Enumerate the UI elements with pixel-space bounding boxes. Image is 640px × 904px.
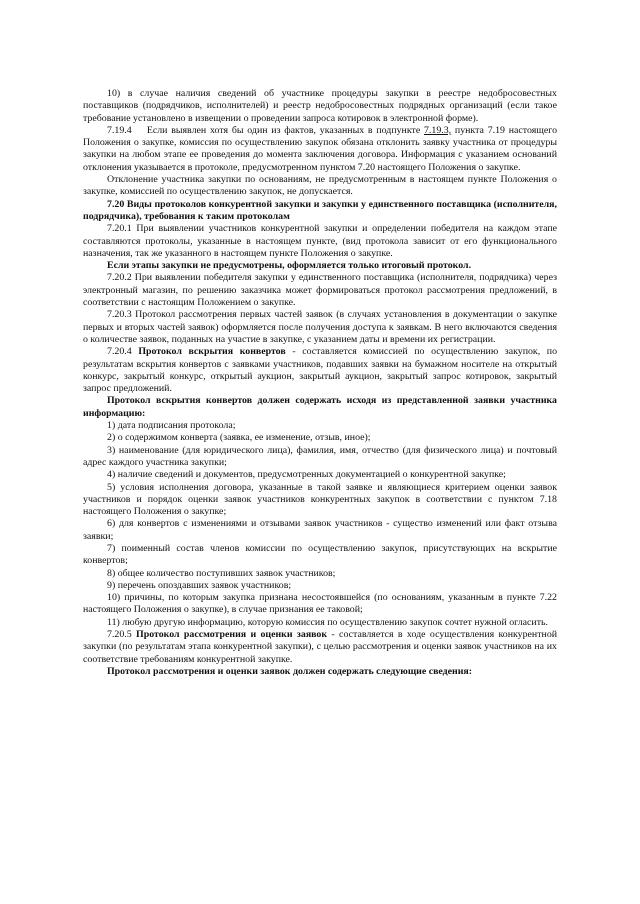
list-item-7: 7) поименный состав членов комиссии по осуществлению закупок, присутствующих на вскрытие конвертов; [83, 542, 557, 567]
list-item-4: 4) наличие сведений и документов, предусмотренных документацией о конкурентной закупке; [107, 469, 506, 481]
paragraph-7-20-4 [83, 346, 557, 395]
paragraph-text: пункта 7.19 настоящего Положения о закупке, комиссия по осуществлению закупок обязана отклонить заявку участника от процедуры закупки на любом этапе ее проведения до момента заключения договора. Информация с указанием оснований отклонения указывается в протоколе, предусмотренном пунктом 7.20 настоящего Положения о закупке. [83, 124, 558, 173]
list-item-1: 1) дата подписания протокола; [107, 420, 236, 432]
section-heading-7-20: 7.20 Виды протоколов конкурентной закупки и закупки у единственного поставщика (исполнителя, подрядчика), требования к таким протоколам [83, 198, 557, 222]
list-item-5: 5) условия исполнения договора, указанные в такой заявке и являющиеся критерием оценки заявок участников и порядок оценки заявок участников конкурентных закупок в соответствии с пунктом 7.18 настоящего Положения о закупке; [83, 481, 557, 518]
term-evaluation-protocol: Протокол рассмотрения и оценки заявок [136, 629, 328, 641]
paragraph-7-20-5 [83, 629, 557, 666]
paragraph-final-protocol: Если этапы закупки не предусмотрены, оформляется только итоговый протокол. [107, 260, 472, 272]
list-item-9: 9) перечень опоздавших заявок участников; [107, 579, 292, 591]
paragraph-rejection: Отклонение участника закупки по основаниям, не предусмотренным в настоящем пункте Положения о закупке, комиссией по осуществлению закупок, не допускается. [83, 174, 557, 198]
paragraph-item-10: 10) в случае наличия сведений об участнике процедуры закупки в реестре недобросовестных поставщиков (подрядчиков, исполнителей) и реестр недобросовестных подрядных организаций (если такое требование установлено в извещении о проведении запроса котировок в электронной форме). [83, 88, 557, 124]
paragraph-text: Если выявлен хотя бы один из фактов, указанных в подпункте [146, 124, 421, 136]
list-item-3: 3) наименование (для юридического лица), фамилия, имя, отчество (для физического лица) и почтовый адрес каждого участника закупки; [83, 444, 557, 468]
clause-number: 7.20.4 [107, 346, 132, 358]
paragraph-evaluation-protocol-contents: Протокол рассмотрения и оценки заявок должен содержать следующие сведения: [107, 665, 473, 677]
paragraph-7-20-1: 7.20.1 При выявлении участников конкурентной закупки и определении победителя на каждом этапе составляются протоколы, указанные в настоящем пункте, (вид протокола зависит от его функционального назначения, так же указанного в настоящем пункте Положения о закупке. [83, 223, 557, 259]
term-envelope-opening-protocol: Протокол вскрытия конвертов [138, 346, 286, 358]
list-item-6: 6) для конвертов с изменениями и отзывами заявок участников - существо изменений или факт отзыва заявки; [83, 518, 557, 542]
paragraph-7-20-2: 7.20.2 При выявлении победителя закупки у единственного поставщика (исполнителя, подрядчика) через электронный магазин, по решению заказчика может формироваться протокол рассмотрения предложений, в соответствии с настоящим Положением о закупке. [83, 272, 557, 309]
clause-reference-link[interactable]: 7.19.3, [423, 124, 452, 136]
paragraph-7-20-3: 7.20.3 Протокол рассмотрения первых частей заявок (в случаях установления в документации о закупке первых и вторых частей заявок) оформляется после получения доступа к заявкам. В него включаются сведения о количестве заявок, поданных на участие в закупке, с указанием даты и времени их регистрации. [83, 309, 557, 345]
clause-number: 7.20.5 [107, 629, 132, 641]
paragraph-envelope-protocol-contents: Протокол вскрытия конвертов должен содержать исходя из представленной заявки участника информацию: [83, 395, 557, 419]
list-item-11: 11) любую другую информацию, которую комиссия по осуществлению закупок сочтет нужной огласить. [107, 616, 548, 628]
paragraph-text: - составляется комиссией по осуществлению закупок, по результатам вскрытия конвертов с заявками участников, подавших заявки на бумажном носителе на открытый конкурс, закрытый конкурс, открытый аукцион, закрытый аукцион, закрытый запрос котировок, закрытый запрос предложений. [83, 346, 558, 395]
clause-number: 7.19.4 [107, 124, 132, 136]
list-item-8: 8) общее количество поступивших заявок участников; [107, 567, 336, 579]
list-item-2: 2) о содержимом конверта (заявка, ее изменение, отзыв, иное); [107, 432, 371, 444]
paragraph-text: - составляется в ходе осуществления конкурентной закупки (по результатам этапа конкурентной закупки), с целью рассмотрения и оценки заявок участников на их соответствие требованиям конкурентной закупке. [83, 629, 558, 665]
list-item-10: 10) причины, по которым закупка признана несостоявшейся (по основаниям, указанным в пункте 7.22 настоящего Положения о закупке), в случае признания ее таковой; [83, 592, 557, 616]
document-body [83, 88, 557, 678]
paragraph-7-19-4 [83, 125, 557, 174]
